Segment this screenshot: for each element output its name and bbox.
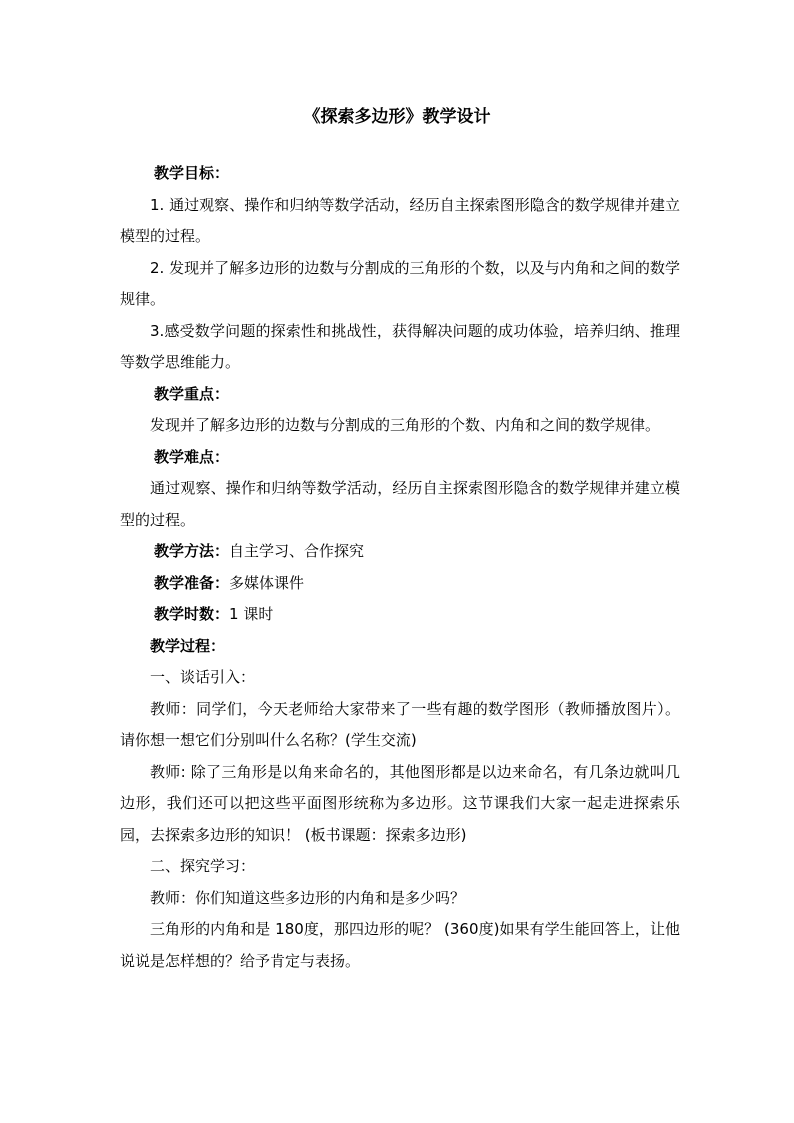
objective-item-2: 2. 发现并了解多边形的边数与分割成的三角形的个数，以及与内角和之间的数学规律。 xyxy=(120,258,680,308)
key-points-text: 发现并了解多边形的边数与分割成的三角形的个数、内角和之间的数学规律。 xyxy=(150,416,661,434)
preparation-line xyxy=(120,568,680,600)
objective-item-3: 3.感受数学问题的探索性和挑战性，获得解决问题的成功体验，培养归纳、推理等数学思维能力。 xyxy=(120,321,680,371)
objectives-heading: 教学目标： xyxy=(154,164,230,182)
section-2-heading: 二、探究学习： xyxy=(150,857,256,875)
method-label: 教学方法： xyxy=(154,542,230,560)
process-paragraph-3: 教师：你们知道这些多边形的内角和是多少吗？ xyxy=(150,888,466,907)
document-title: 《探索多边形》教学设计 xyxy=(303,107,491,127)
section-1-heading: 一、谈话引入： xyxy=(150,668,256,686)
key-points-heading: 教学重点： xyxy=(154,384,230,403)
process-paragraph-1: 教师：同学们，今天老师给大家带来了一些有趣的数学图形（教师播放图片）。请你想一想它们分别叫什么名称？(学生交流) xyxy=(120,699,680,749)
process-heading: 教学过程： xyxy=(150,636,226,655)
process-paragraph-2: 教师: 除了三角形是以角来命名的，其他图形都是以边来命名，有几条边就叫几边形，我们还可以把这些平面图形统称为多边形。这节课我们大家一起走进探索乐园，去探索多边形的知识！ (板书课题：探索多边形) xyxy=(120,762,680,844)
objective-item-1: 1. 通过观察、操作和归纳等数学活动，经历自主探索图形隐含的数学规律并建立模型的过程。 xyxy=(120,195,680,245)
preparation-value: 多媒体课件 xyxy=(229,573,305,592)
method-line xyxy=(120,536,680,568)
hours-value: 1 课时 xyxy=(229,605,274,623)
preparation-label: 教学准备： xyxy=(154,573,230,592)
document-body xyxy=(120,158,680,977)
difficulties-heading: 教学难点： xyxy=(154,447,230,466)
method-value: 自主学习、合作探究 xyxy=(229,542,365,560)
difficulties-text: 通过观察、操作和归纳等数学活动，经历自主探索图形隐含的数学规律并建立模型的过程。 xyxy=(120,479,680,529)
hours-line xyxy=(120,599,680,631)
hours-label: 教学时数： xyxy=(154,605,230,623)
process-paragraph-4: 三角形的内角和是 180度，那四边形的呢？ (360度)如果有学生能回答上，让他说说是怎样想的？给予肯定与表扬。 xyxy=(120,920,680,970)
